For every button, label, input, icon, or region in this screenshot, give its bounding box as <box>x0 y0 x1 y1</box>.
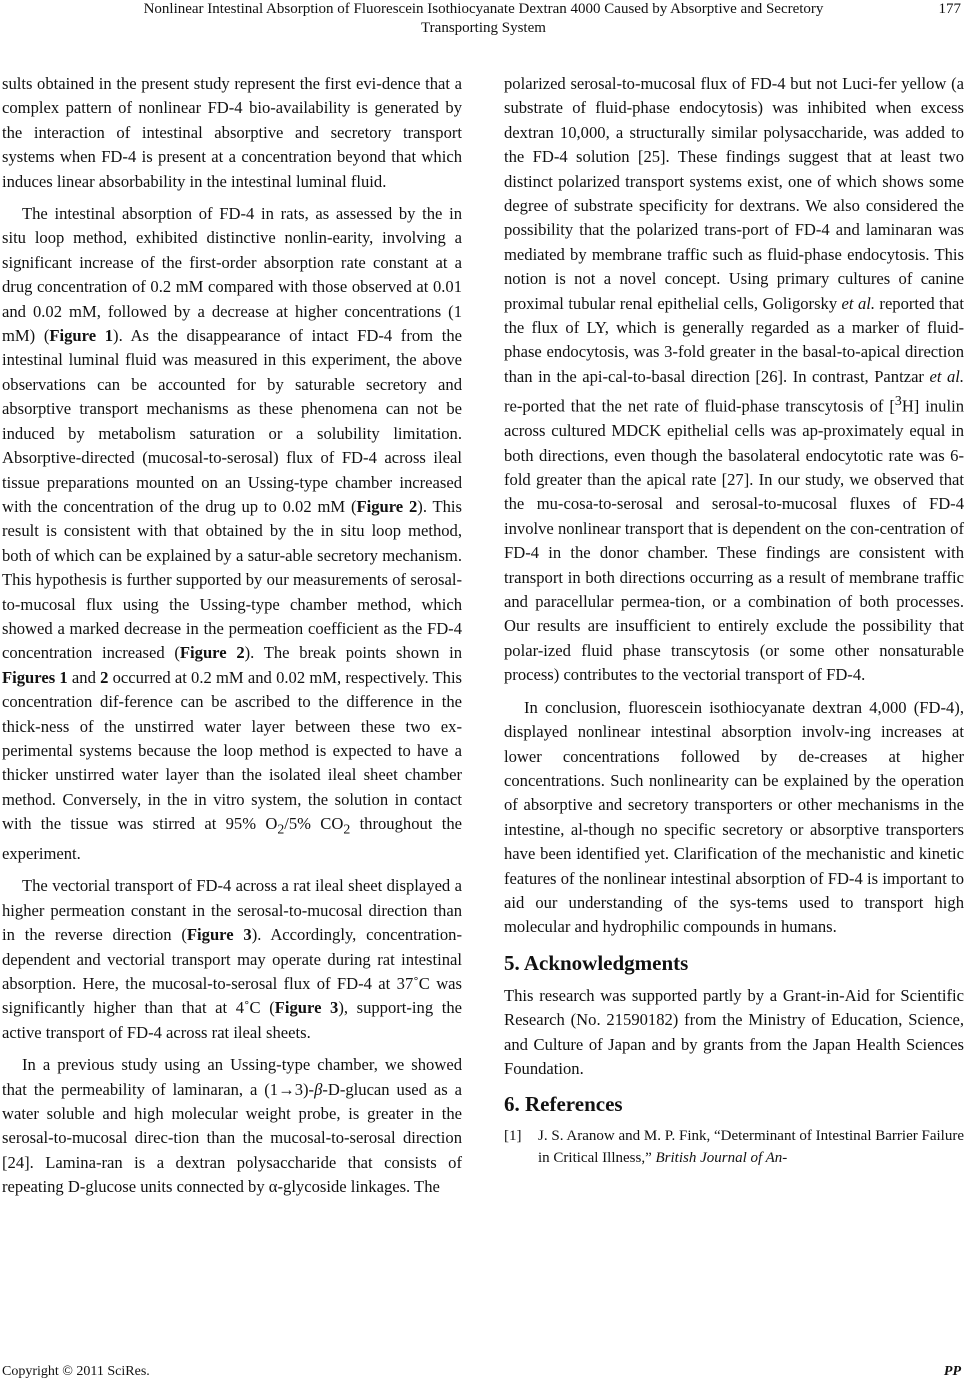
reference-text: J. S. Aranow and M. P. Fink, “Determinant of Intestinal Barrier Failure in Critical Illness,” British Journal of An- <box>538 1128 964 1167</box>
figure-ref: Figures 1 <box>2 667 68 687</box>
figure-ref: Figure 2 <box>179 643 245 663</box>
figure-ref: 2 <box>100 667 109 687</box>
figure-ref: Figure 2 <box>356 496 418 516</box>
paragraph: In conclusion, fluorescein isothiocyanate dextran 4,000 (FD-4), displayed nonlinear intestinal absorption involv-ing increases at lower concentrations followed by de-creases at higher concentrations. Such nonlinearity can be explained by the operation of absorptive and secretory transporters or other mechanisms in the intestine, al-though no specific secretory or absorptive transporters have been identified yet. Clarification of the mechanistic and kinetic features of the nonlinear intestinal absorption of FD-4 is important to aid our understanding of the sys-tems used to transport high molecular and hydrophilic compounds in humans. <box>504 697 964 937</box>
paragraph: sults obtained in the present study represent the first evi-dence that a complex pattern of nonlinear FD-4 bio-availability is generated by the interaction of intestinal absorptive and secretory transport systems when FD-4 is present at a concentration beyond that which induces linear absorbability in the intestinal luminal fluid. <box>2 74 462 191</box>
reference-item <box>504 1125 964 1169</box>
journal-abbrev: PP <box>943 1364 961 1379</box>
figure-ref: Figure 3 <box>186 925 252 945</box>
paragraph: In a previous study using an Ussing-type chamber, we showed that the permeability of laminaran, a (1→3)-β-D-glucan used as a water soluble and high molecular weight probe, is greater in the serosal-to-mucosal direc-tion than the mucosal-to-serosal direction [24]. Lamina-ran is a dextran polysaccharide that consists of repeating D-glucose units connected by α-glycoside linkages. The <box>2 1055 462 1197</box>
figure-ref: Figure 1 <box>49 326 114 346</box>
section-heading-acknowledgments: 5. Acknowledgments <box>504 950 689 975</box>
running-title-line1: Nonlinear Intestinal Absorption of Fluorescein Isothiocyanate Dextran 4000 Caused by Absorptive and Secretory <box>143 1 824 17</box>
left-column <box>2 72 462 1208</box>
paragraph: The vectorial transport of FD-4 across a rat ileal sheet displayed a higher permeation constant in the serosal-to-mucosal direction than in the reverse direction (Figure 3). Accordingly, concentration-dependent and vectorial transport may operate during rat intestinal absorption. Here, the mucosal-to-serosal flux of FD-4 at 37˚C was significantly higher than that at 4˚C (Figure 3), support-ing the active transport of FD-4 across rat ileal sheets. <box>2 876 462 1042</box>
running-title-line2: Transporting System <box>421 20 546 36</box>
reference-number: [1] <box>504 1128 522 1145</box>
paragraph: polarized serosal-to-mucosal flux of FD-4 but not Luci-fer yellow (a substrate of fluid-phase endocytosis) was inhibited when excess dextran 10,000, a structurally similar polysaccharide, was added to the FD-4 solution [25]. These findings suggest that at least two distinct polarized transport systems exist, one of which shows some degree of substrate specificity for dextrans. We also considered the possibility that the polarized trans-port of FD-4 and laminaran was mediated by membrane traffic such as fluid-phase endocytosis. This notion is not a novel concept. Using primary cultures of canine proximal tubular renal epithelial cells, Goligorsky et al. reported that the flux of LY, which is generally regarded as a marker of fluid-phase endocytosis, was 3-fold greater in the basal-to-apical direction than in the api-cal-to-basal direction [26]. In contrast, Pantzar et al. re-ported that the net rate of fluid-phase transcytosis of [$^3$H] inulin across cultured MDCK epithelial cells was ap-proximately equal in both directions, even though the basolateral endocytotic rate was 6-fold greater than the apical rate [27]. In our study, we observed that the mu-cosa-to-serosal and serosal-to-mucosal fluxes of FD-4 involve nonlinear transport that is dependent on the con-centration of FD-4 in the donor chamber. These findings are consistent with transport in both directions occurring as a result of membrane traffic and paracellular permea-tion, or a combination of both processes. Our results are insufficient to entirely exclude the possibility that polar-ized fluid phase transcytosis (or some other nonsaturable process) contributes to the vectorial transport of FD-4. <box>504 74 964 685</box>
paragraph: The intestinal absorption of FD-4 in rats, as assessed by the in situ loop method, exhibited distinctive nonlin-earity, involving a significant increase of the first-order absorption rate constant at a drug concentration of 0.2 mM compared with those observed at 0.01 and 0.02 mM, followed by a decrease at higher concentrations (1 mM) (Figure 1). As the disappearance of intact FD-4 from the intestinal luminal fluid was measured in this experiment, the above observations can be accounted for by saturable secretory and absorptive transport mechanisms as these phenomena can not be induced by metabolism saturation or a solubility limitation. Absorptive-directed (mucosal-to-serosal) flux of FD-4 across ileal tissue preparations mounted on an Ussing-type chamber increased with the concentration of the drug up to 0.02 mM (Figure 2). This result is consistent with that obtained by the in situ loop method, both of which can be explained by a satur-able secretory mechanism. This hypothesis is further supported by our measurements of serosal-to-mucosal flux using the Ussing-type chamber method, which showed a marked decrease in the permeation coefficient as the FD-4 concentration increased (Figure 2). The break points shown in Figures 1 and 2 occurred at 0.2 mM and 0.02 mM, respectively. This concentration dif-ference can be ascribed to the difference in the thick-ness of the unstirred water layer between these two ex-perimental systems because the loop method is expected to have a thicker unstirred water layer than the isolated ileal sheet chamber method. Conversely, in the in vitro system, the solution in contact with the tissue was stirred at 95% $O_2/5\%$ $CO_2$ throughout the experiment. <box>2 204 463 863</box>
right-column <box>504 72 964 1169</box>
figure-ref: Figure 3 <box>274 998 339 1018</box>
page-number: 177 <box>938 1 961 17</box>
paragraph: This research was supported partly by a Grant-in-Aid for Scientific Research (No. 21590182) from the Ministry of Education, Science, and Culture of Japan and by grants from the Japan Health Sciences Foundation. <box>504 985 964 1078</box>
section-heading-references: 6. References <box>504 1092 623 1117</box>
copyright-text: Copyright © 2011 SciRes. <box>2 1364 150 1379</box>
